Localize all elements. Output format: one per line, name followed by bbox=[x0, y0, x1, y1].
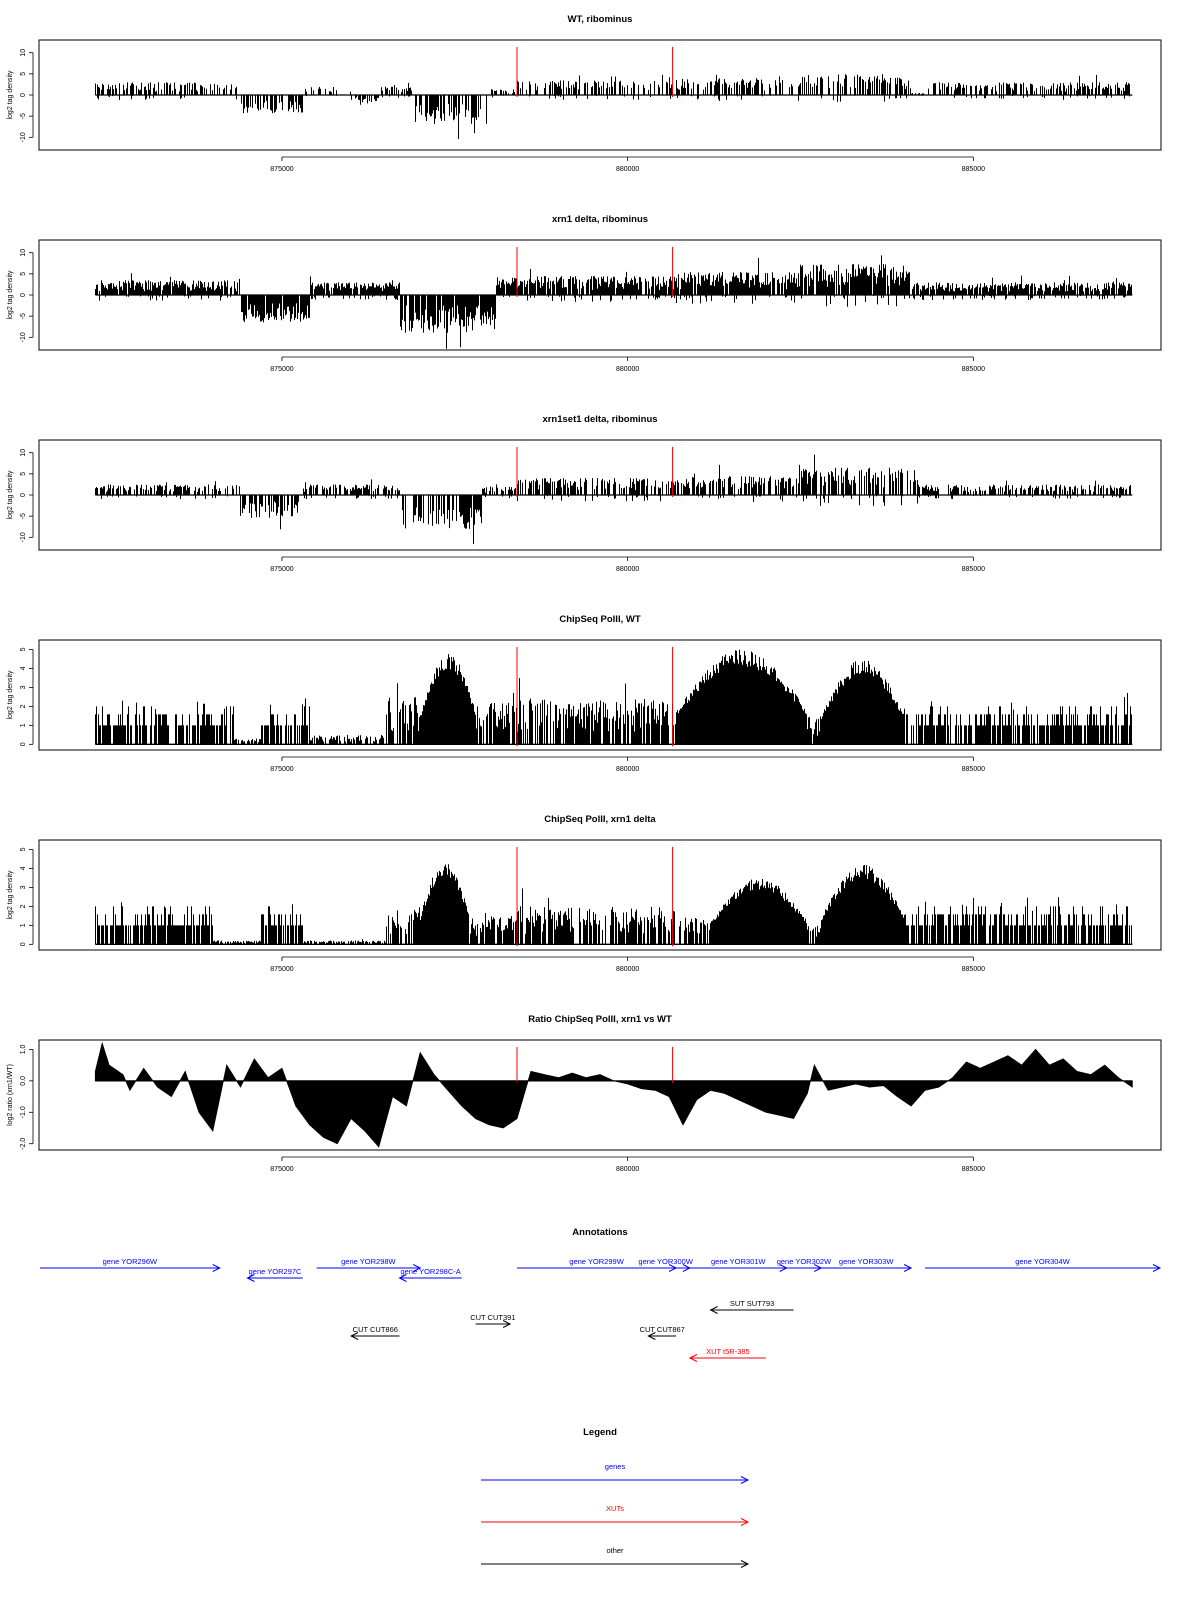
chart-title: ChipSeq PolII, xrn1 delta bbox=[544, 814, 656, 825]
signal-bars bbox=[96, 864, 1132, 944]
signal-segment-7 bbox=[471, 913, 517, 944]
y-tick-label: 1 bbox=[20, 723, 27, 728]
signal-segment-12 bbox=[929, 75, 1130, 100]
signal-segment-2 bbox=[242, 295, 310, 322]
x-tick-label: 880000 bbox=[615, 1166, 640, 1173]
y-tick-label: 0.0 bbox=[20, 1075, 27, 1086]
signal-bars bbox=[96, 650, 1132, 745]
signal-segment-10 bbox=[808, 716, 821, 744]
y-axis-label: log2 ratio (xrn1/WT) bbox=[7, 1064, 14, 1126]
x-tick-label: 885000 bbox=[961, 766, 986, 773]
y-tick-label: 5 bbox=[20, 647, 27, 652]
y-tick-label: 5 bbox=[20, 271, 27, 276]
feature-label: XUT t5R-385 bbox=[706, 1347, 750, 1356]
y-tick-label: 10 bbox=[20, 448, 27, 457]
y-axis bbox=[20, 49, 33, 143]
ratio-area bbox=[95, 1043, 1132, 1147]
y-tick-label: -10 bbox=[20, 132, 27, 143]
signal-segment-4 bbox=[311, 735, 384, 744]
signal-segment-3 bbox=[262, 904, 303, 944]
x-tick-label: 875000 bbox=[270, 1166, 294, 1173]
chart-title: ChipSeq PolII, WT bbox=[559, 614, 641, 625]
signal-segment-7 bbox=[492, 89, 515, 97]
signal-segment-6 bbox=[421, 654, 476, 744]
signal-segment-1 bbox=[96, 273, 240, 300]
signal-segment-12 bbox=[822, 865, 904, 944]
feature-label: gene YOR303W bbox=[838, 1257, 894, 1266]
feature-label: gene YOR298C-A bbox=[400, 1267, 461, 1276]
x-tick-label: 880000 bbox=[615, 366, 640, 373]
y-tick-label: -5 bbox=[20, 113, 27, 120]
chart-title: Ratio ChipSeq PolII, xrn1 vs WT bbox=[528, 1014, 672, 1025]
y-tick-label: 0 bbox=[20, 293, 27, 297]
y-tick-label: 3 bbox=[20, 885, 27, 890]
y-tick-label: 10 bbox=[20, 48, 27, 57]
signal-segment-12 bbox=[905, 693, 1132, 744]
x-axis bbox=[270, 557, 985, 573]
feature-label: CUT CUT866 bbox=[352, 1325, 398, 1334]
chart-title: xrn1set1 delta, ribominus bbox=[542, 414, 658, 425]
signal-segment-6 bbox=[677, 258, 800, 304]
x-axis bbox=[270, 757, 985, 773]
signal-segment-1 bbox=[96, 82, 237, 100]
signal-segment-5 bbox=[387, 907, 420, 944]
signal-segment-5 bbox=[497, 269, 676, 302]
signal-segment-1 bbox=[96, 481, 240, 499]
x-tick-label: 880000 bbox=[615, 966, 640, 973]
legend-label-genes: genes bbox=[604, 1462, 626, 1471]
feature-label: gene YOR296W bbox=[102, 1257, 158, 1266]
signal-segment-5 bbox=[483, 484, 516, 498]
feature-label: gene YOR300W bbox=[638, 1257, 693, 1266]
x-axis bbox=[270, 157, 985, 173]
y-axis bbox=[20, 847, 33, 946]
y-tick-label: 5 bbox=[20, 847, 27, 852]
legend-label-other: other bbox=[606, 1546, 624, 1555]
signal-bars bbox=[96, 255, 1132, 348]
x-tick-label: 885000 bbox=[961, 966, 986, 973]
feature-label: CUT CUT391 bbox=[470, 1313, 516, 1322]
feature-label: gene YOR297C bbox=[248, 1267, 302, 1276]
y-tick-label: -10 bbox=[20, 332, 27, 343]
chart-panel-2 bbox=[0, 0, 1161, 373]
signal-segment-7 bbox=[678, 465, 800, 502]
signal-segment-4 bbox=[403, 495, 482, 544]
y-axis-label: log2 tag density bbox=[7, 70, 14, 120]
x-axis bbox=[270, 357, 985, 373]
x-tick-label: 880000 bbox=[615, 166, 640, 173]
signal-segment-6 bbox=[421, 864, 469, 944]
legend-panel bbox=[481, 1427, 748, 1568]
signal-bars bbox=[96, 455, 1131, 544]
y-tick-label: 2 bbox=[20, 904, 27, 909]
y-tick-label: 0 bbox=[20, 942, 27, 947]
y-axis-label: log2 tag density bbox=[7, 670, 14, 720]
y-tick-label: -5 bbox=[20, 313, 27, 320]
y-tick-label: 0 bbox=[20, 493, 27, 497]
x-tick-label: 875000 bbox=[270, 566, 294, 573]
y-tick-label: 5 bbox=[20, 471, 27, 476]
y-tick-label: 0 bbox=[20, 742, 27, 747]
y-tick-label: 5 bbox=[20, 71, 27, 76]
signal-segment-9 bbox=[680, 918, 711, 945]
x-axis bbox=[270, 957, 985, 973]
y-tick-label: 1 bbox=[20, 923, 27, 928]
legend-arrow-genes bbox=[481, 1477, 748, 1484]
annotations-panel bbox=[40, 1227, 1160, 1362]
signal-segment-4 bbox=[352, 95, 379, 105]
signal-segment-8 bbox=[518, 75, 673, 100]
legend-arrow-other bbox=[481, 1561, 748, 1568]
y-axis-label: log2 tag density bbox=[7, 270, 14, 320]
y-tick-label: 1.0 bbox=[20, 1044, 27, 1055]
signal-segment-9 bbox=[677, 650, 807, 745]
y-axis bbox=[20, 647, 33, 746]
x-tick-label: 875000 bbox=[270, 966, 294, 973]
y-tick-label: 3 bbox=[20, 685, 27, 690]
signal-bars bbox=[96, 74, 1130, 139]
y-tick-label: 4 bbox=[20, 866, 27, 871]
feature-label: gene YOR302W bbox=[776, 1257, 832, 1266]
signal-segment-8 bbox=[802, 455, 918, 506]
y-tick-label: 4 bbox=[20, 666, 27, 671]
signal-segment-6 bbox=[416, 95, 487, 139]
legend-title: Legend bbox=[583, 1427, 617, 1438]
y-axis-label: log2 tag density bbox=[7, 470, 14, 520]
feature-label: CUT CUT867 bbox=[639, 1325, 685, 1334]
signal-segment-9 bbox=[677, 75, 800, 101]
x-tick-label: 880000 bbox=[615, 766, 640, 773]
y-tick-label: -5 bbox=[20, 513, 27, 520]
signal-segment-2 bbox=[235, 739, 261, 745]
signal-segment-8 bbox=[518, 888, 675, 944]
y-axis-label: log2 tag density bbox=[7, 870, 14, 920]
x-tick-label: 875000 bbox=[270, 366, 294, 373]
y-axis bbox=[20, 1044, 33, 1149]
x-tick-label: 875000 bbox=[270, 766, 294, 773]
signal-segment-7 bbox=[477, 693, 517, 744]
signal-segment-11 bbox=[822, 661, 904, 744]
signal-segment-3 bbox=[311, 276, 400, 300]
signal-segment-10 bbox=[712, 879, 807, 944]
signal-segment-2 bbox=[242, 95, 303, 113]
y-tick-label: -1.0 bbox=[20, 1106, 27, 1119]
signal-segment-10 bbox=[801, 74, 911, 102]
legend-arrow-xuts bbox=[481, 1519, 748, 1526]
chart-panel-1 bbox=[0, 0, 1161, 173]
signal-segment-11 bbox=[808, 926, 821, 944]
feature-label: gene YOR299W bbox=[569, 1257, 624, 1266]
x-tick-label: 885000 bbox=[961, 566, 986, 573]
y-tick-label: 2 bbox=[20, 704, 27, 709]
signal-segment-4 bbox=[304, 939, 386, 944]
y-tick-label: 10 bbox=[20, 248, 27, 257]
x-tick-label: 880000 bbox=[615, 566, 640, 573]
x-tick-label: 885000 bbox=[961, 366, 986, 373]
signal-segment-4 bbox=[401, 295, 496, 349]
signal-segment-5 bbox=[387, 683, 420, 744]
y-tick-label: -10 bbox=[20, 532, 27, 543]
y-axis bbox=[20, 249, 33, 343]
feature-label: gene YOR301W bbox=[711, 1257, 766, 1266]
y-tick-label: 0 bbox=[20, 93, 27, 97]
y-axis bbox=[20, 449, 33, 543]
x-tick-label: 875000 bbox=[270, 166, 294, 173]
x-axis bbox=[270, 1157, 985, 1173]
y-tick-label: -2.0 bbox=[20, 1137, 27, 1150]
signal-segment-13 bbox=[905, 897, 1132, 944]
signal-segment-3 bbox=[262, 698, 310, 744]
signal-segment-2 bbox=[241, 495, 299, 529]
x-tick-label: 885000 bbox=[961, 166, 986, 173]
signal-segment-1 bbox=[96, 701, 234, 745]
feature-label: gene YOR304W bbox=[1015, 1257, 1070, 1266]
annotations-title: Annotations bbox=[572, 1227, 628, 1238]
chart-panel-4 bbox=[0, 0, 1161, 773]
signal-segment-7 bbox=[801, 255, 910, 306]
signal-segment-8 bbox=[518, 678, 676, 744]
legend-label-xuts: XUTs bbox=[606, 1504, 624, 1513]
feature-label: gene YOR298W bbox=[341, 1257, 396, 1266]
chart-title: xrn1 delta, ribominus bbox=[551, 214, 649, 225]
signal-segment-6 bbox=[518, 478, 676, 501]
signal-segment-1 bbox=[96, 902, 213, 944]
feature-label: SUT SUT793 bbox=[729, 1299, 775, 1308]
chart-title: WT, ribominus bbox=[567, 14, 633, 25]
signal-segment-3 bbox=[304, 479, 400, 499]
signal-segment-9 bbox=[919, 481, 1131, 499]
x-tick-label: 885000 bbox=[961, 1166, 986, 1173]
signal-segment-8 bbox=[913, 276, 1132, 300]
